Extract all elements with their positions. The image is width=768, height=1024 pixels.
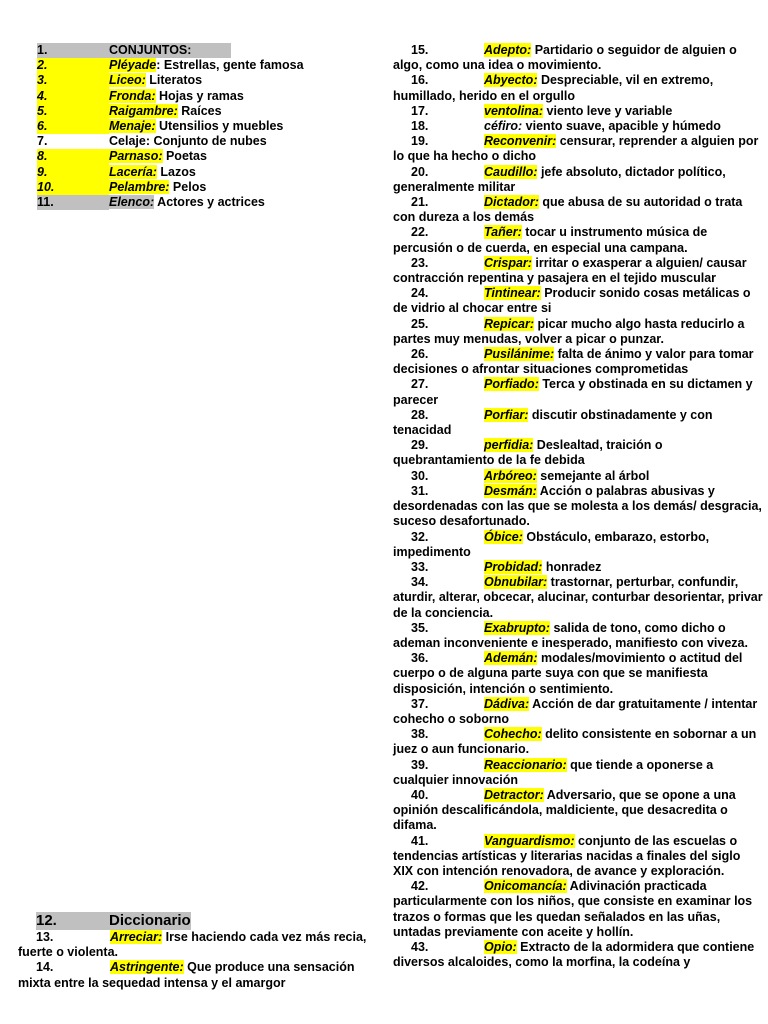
item-number: 37. bbox=[411, 696, 429, 711]
list-item bbox=[393, 788, 763, 834]
list-item bbox=[393, 575, 763, 621]
item-term: Desmán: bbox=[484, 483, 537, 498]
list-item bbox=[37, 58, 337, 73]
item-definition: Extracto de la adormidera que contiene diversos alcaloides, como la morfina, la codeína y bbox=[393, 939, 755, 970]
item-definition: Lazos bbox=[156, 164, 196, 179]
item-number: 39. bbox=[411, 757, 429, 772]
item-text bbox=[109, 58, 304, 73]
item-term: Pelambre: bbox=[109, 179, 170, 194]
list-item bbox=[393, 286, 763, 316]
item-number: 11. bbox=[37, 195, 109, 210]
item-definition: viento suave, apacible y húmedo bbox=[522, 119, 721, 134]
item-number: 41. bbox=[411, 833, 429, 848]
list-item bbox=[393, 484, 763, 530]
list-item bbox=[37, 119, 337, 134]
item-text bbox=[109, 89, 244, 104]
list-item bbox=[393, 408, 763, 438]
item-number: 4. bbox=[37, 89, 109, 104]
item-definition: Irse haciendo cada vez más recia, fuerte o violenta. bbox=[18, 930, 367, 960]
list-item bbox=[393, 119, 763, 134]
item-number: 7. bbox=[37, 134, 48, 149]
list-item bbox=[37, 195, 337, 210]
item-term: Arreciar: bbox=[110, 930, 163, 944]
list-item bbox=[393, 758, 763, 788]
item-term: Exabrupto: bbox=[484, 620, 550, 635]
item-term: Crispar: bbox=[484, 255, 532, 270]
item-definition: Que produce una sensación mixta entre la sequedad intensa y el amargor bbox=[18, 960, 355, 990]
item-definition: Hojas y ramas bbox=[155, 88, 244, 103]
item-number: 13. bbox=[36, 930, 54, 944]
list-item bbox=[393, 879, 763, 940]
item-definition: jefe absoluto, dictador político, generalmente militar bbox=[393, 164, 726, 194]
list-item bbox=[393, 134, 763, 164]
item-term: Tañer: bbox=[484, 225, 522, 240]
item-number: 34. bbox=[411, 575, 429, 590]
diccionario-section bbox=[18, 912, 383, 991]
item-term: Adepto: bbox=[484, 43, 532, 57]
item-number: 19. bbox=[411, 134, 429, 149]
item-definition: Utensilios y muebles bbox=[155, 118, 284, 133]
item-term: CONJUNTOS: bbox=[109, 43, 192, 57]
list-item bbox=[393, 560, 763, 575]
item-number: 6. bbox=[37, 119, 109, 134]
item-term: Astringente: bbox=[110, 960, 184, 975]
list-item bbox=[37, 73, 337, 88]
item-text bbox=[109, 195, 265, 210]
item-term: Vanguardismo: bbox=[484, 833, 575, 848]
item-definition: salida de tono, como dicho o ademan inconveniente e inesperado, manifiesto con viveza. bbox=[393, 620, 748, 650]
item-definition: que abusa de su autoridad o trata con dureza a los demás bbox=[393, 195, 743, 225]
item-definition: Raíces bbox=[177, 103, 222, 118]
item-term: Fronda: bbox=[109, 88, 156, 103]
list-item bbox=[393, 256, 763, 286]
item-number: 16. bbox=[411, 73, 429, 88]
item-term: Caudillo: bbox=[484, 164, 538, 179]
list-item bbox=[393, 225, 763, 255]
item-term: Repicar: bbox=[484, 316, 535, 331]
item-definition: censurar, reprender a alguien por lo que ha hecho o dicho bbox=[393, 134, 759, 164]
item-definition: falta de ánimo y valor para tomar decisiones o afrontar situaciones comprometidas bbox=[393, 347, 754, 377]
list-item bbox=[393, 347, 763, 377]
item-number: 14. bbox=[36, 960, 54, 975]
item-term: Raigambre: bbox=[109, 103, 178, 118]
diccionario-heading bbox=[36, 912, 383, 930]
item-definition: discutir obstinadamente y con tenacidad bbox=[393, 407, 713, 438]
item-term: Reaccionario: bbox=[484, 757, 567, 772]
item-definition: Poetas bbox=[162, 149, 207, 164]
item-definition: delito consistente en sobornar a un juez o aun funcionario. bbox=[393, 727, 757, 757]
list-item bbox=[393, 377, 763, 407]
item-text bbox=[109, 43, 231, 58]
item-number: 20. bbox=[411, 164, 429, 179]
list-item bbox=[393, 469, 763, 484]
item-term: perfidia: bbox=[484, 438, 534, 453]
item-number: 35. bbox=[411, 620, 429, 635]
list-item bbox=[37, 149, 337, 164]
item-term: Liceo: bbox=[109, 73, 146, 88]
item-term: Detractor: bbox=[484, 787, 544, 802]
item-number: 31. bbox=[411, 483, 429, 498]
item-term: Arbóreo: bbox=[484, 468, 537, 483]
list-item bbox=[393, 651, 763, 697]
list-item bbox=[393, 165, 763, 195]
item-term: Parnaso: bbox=[109, 149, 163, 164]
list-item bbox=[393, 727, 763, 757]
item-number: 9. bbox=[37, 165, 109, 180]
item-number: 15. bbox=[411, 43, 429, 57]
list-item bbox=[18, 960, 383, 990]
item-term: Reconvenir: bbox=[484, 134, 557, 149]
list-item bbox=[393, 43, 763, 73]
item-term: Obnubilar: bbox=[484, 575, 548, 590]
item-text bbox=[109, 165, 196, 180]
list-item bbox=[393, 317, 763, 347]
item-definition: picar mucho algo hasta reducirlo a partes muy menudas, volver a picar o punzar. bbox=[393, 316, 745, 346]
item-number: 3. bbox=[37, 73, 109, 88]
item-definition: irritar o exasperar a alguien/ causar contracción repentina y pasajera en el tejido muscular bbox=[393, 255, 747, 286]
item-number: 23. bbox=[411, 255, 429, 270]
item-term: Abyecto: bbox=[484, 73, 538, 88]
item-number: 26. bbox=[411, 347, 429, 362]
item-definition: Adivinación practicada particularmente con los niños, que consiste en examinar los trazos o formas que les quedan señalados en las uñas, untadas previamente con aceite y hollín. bbox=[393, 879, 753, 939]
item-number: 22. bbox=[411, 225, 429, 240]
list-item bbox=[393, 697, 763, 727]
item-number: 17. bbox=[411, 103, 429, 118]
item-definition: semejante al árbol bbox=[536, 468, 650, 483]
item-definition: Obstáculo, embarazo, estorbo, impedimento bbox=[393, 529, 710, 559]
list-item bbox=[37, 89, 337, 104]
item-definition: Acción de dar gratuitamente / intentar cohecho o soborno bbox=[393, 696, 758, 726]
item-number: 2. bbox=[37, 58, 109, 73]
list-item bbox=[393, 834, 763, 880]
item-number: 25. bbox=[411, 316, 429, 331]
item-term: Probidad: bbox=[484, 559, 543, 574]
item-term: Porfiado: bbox=[484, 377, 539, 392]
item-number: 33. bbox=[411, 559, 429, 574]
item-number: 43. bbox=[411, 939, 429, 954]
item-definition: que tiende a oponerse a cualquier innovación bbox=[393, 757, 714, 787]
list-item bbox=[393, 438, 763, 468]
item-definition: Producir sonido cosas metálicas o de vidrio al chocar entre si bbox=[393, 286, 751, 316]
item-term: Opio: bbox=[484, 939, 517, 954]
item-term: Pusilánime: bbox=[484, 347, 555, 362]
item-text bbox=[109, 180, 206, 195]
item-definition: Terca y obstinada en su dictamen y parecer bbox=[393, 377, 753, 407]
item-definition: Deslealtad, traición o quebrantamiento de la fe debida bbox=[393, 438, 663, 468]
item-number: 21. bbox=[411, 195, 429, 210]
item-text bbox=[109, 73, 202, 88]
item-number: 1. bbox=[37, 43, 109, 58]
item-number: 8. bbox=[37, 149, 109, 164]
item-definition: Literatos bbox=[145, 73, 203, 88]
item-definition: Acción o palabras abusivas y desordenadas con las que se molesta a los demás/ desgracia, suceso desafortunado. bbox=[393, 483, 762, 529]
list-item bbox=[393, 940, 763, 970]
item-text bbox=[109, 149, 207, 164]
item-term: Tintinear: bbox=[484, 286, 541, 301]
list-item bbox=[393, 195, 763, 225]
item-term: Menaje: bbox=[109, 118, 156, 133]
list-item bbox=[37, 165, 337, 180]
item-term: Pléyade bbox=[109, 58, 157, 73]
item-number: 30. bbox=[411, 468, 429, 483]
item-number: 28. bbox=[411, 407, 429, 422]
item-term: Onicomancía: bbox=[484, 879, 567, 894]
item-text bbox=[109, 104, 222, 119]
item-definition: Pelos bbox=[169, 179, 207, 194]
item-term: Elenco: bbox=[109, 194, 155, 209]
item-definition: trastornar, perturbar, confundir, aturdir, alterar, obcecar, alucinar, conturbar desorientar, privar de la conciencia. bbox=[393, 575, 763, 620]
item-definition: viento leve y variable bbox=[543, 103, 673, 118]
item-number: 38. bbox=[411, 727, 429, 742]
list-item bbox=[37, 134, 337, 149]
item-term: Porfiar: bbox=[484, 407, 529, 422]
item-number: 40. bbox=[411, 787, 429, 802]
item-number: 24. bbox=[411, 286, 429, 301]
item-number: 5. bbox=[37, 104, 109, 119]
item-text bbox=[109, 119, 283, 134]
item-definition: Partidario o seguidor de alguien o algo, como una idea o movimiento. bbox=[393, 43, 737, 73]
list-item bbox=[393, 73, 763, 103]
list-item bbox=[393, 104, 763, 119]
list-item bbox=[37, 180, 337, 195]
diccionario-number: 12. bbox=[36, 912, 109, 930]
item-definition: Despreciable, vil en extremo, humillado, herido en el orgullo bbox=[393, 73, 714, 103]
list-item bbox=[393, 530, 763, 560]
item-term: Celaje: bbox=[109, 134, 150, 149]
list-item bbox=[393, 621, 763, 651]
definitions-column bbox=[393, 43, 763, 970]
item-term: Cohecho: bbox=[484, 727, 542, 742]
item-text bbox=[109, 134, 267, 149]
item-term: ventolina: bbox=[484, 103, 544, 118]
item-definition: honradez bbox=[542, 559, 602, 574]
item-number: 42. bbox=[411, 879, 429, 894]
item-term: Óbice: bbox=[484, 529, 523, 544]
item-number: 10. bbox=[37, 180, 109, 195]
item-number: 32. bbox=[411, 529, 429, 544]
item-definition: Actores y actrices bbox=[154, 194, 265, 209]
item-term: Dádiva: bbox=[484, 696, 530, 711]
item-definition: Conjunto de nubes bbox=[150, 134, 267, 149]
item-number: 36. bbox=[411, 651, 429, 666]
item-number: 29. bbox=[411, 438, 429, 453]
list-item bbox=[18, 930, 383, 960]
item-definition: Adversario, que se opone a una opinión descalificándola, maldiciente, que desacredita o difama. bbox=[393, 787, 736, 833]
diccionario-title: Diccionario bbox=[109, 912, 191, 929]
item-term: Dictador: bbox=[484, 195, 539, 210]
list-item bbox=[37, 43, 337, 58]
item-term: Ademán: bbox=[484, 651, 538, 666]
item-term: céfiro: bbox=[484, 119, 523, 134]
item-definition: : Estrellas, gente famosa bbox=[156, 58, 304, 73]
item-definition: modales/movimiento o actitud del cuerpo o de alguna parte suya con que se manifiesta disposición, intención o sentimiento. bbox=[393, 651, 743, 696]
item-number: 27. bbox=[411, 377, 429, 392]
item-number: 18. bbox=[411, 119, 429, 134]
list-item bbox=[37, 104, 337, 119]
item-definition: conjunto de las escuelas o tendencias artísticas y literarias nacidas a finales del siglo XIX con intención renovadora, de avance y exploración. bbox=[393, 833, 741, 878]
conjuntos-list bbox=[37, 43, 337, 210]
item-term: Lacería: bbox=[109, 164, 157, 179]
item-definition: tocar u instrumento música de percusión o de cuerda, en especial una campana. bbox=[393, 225, 708, 255]
